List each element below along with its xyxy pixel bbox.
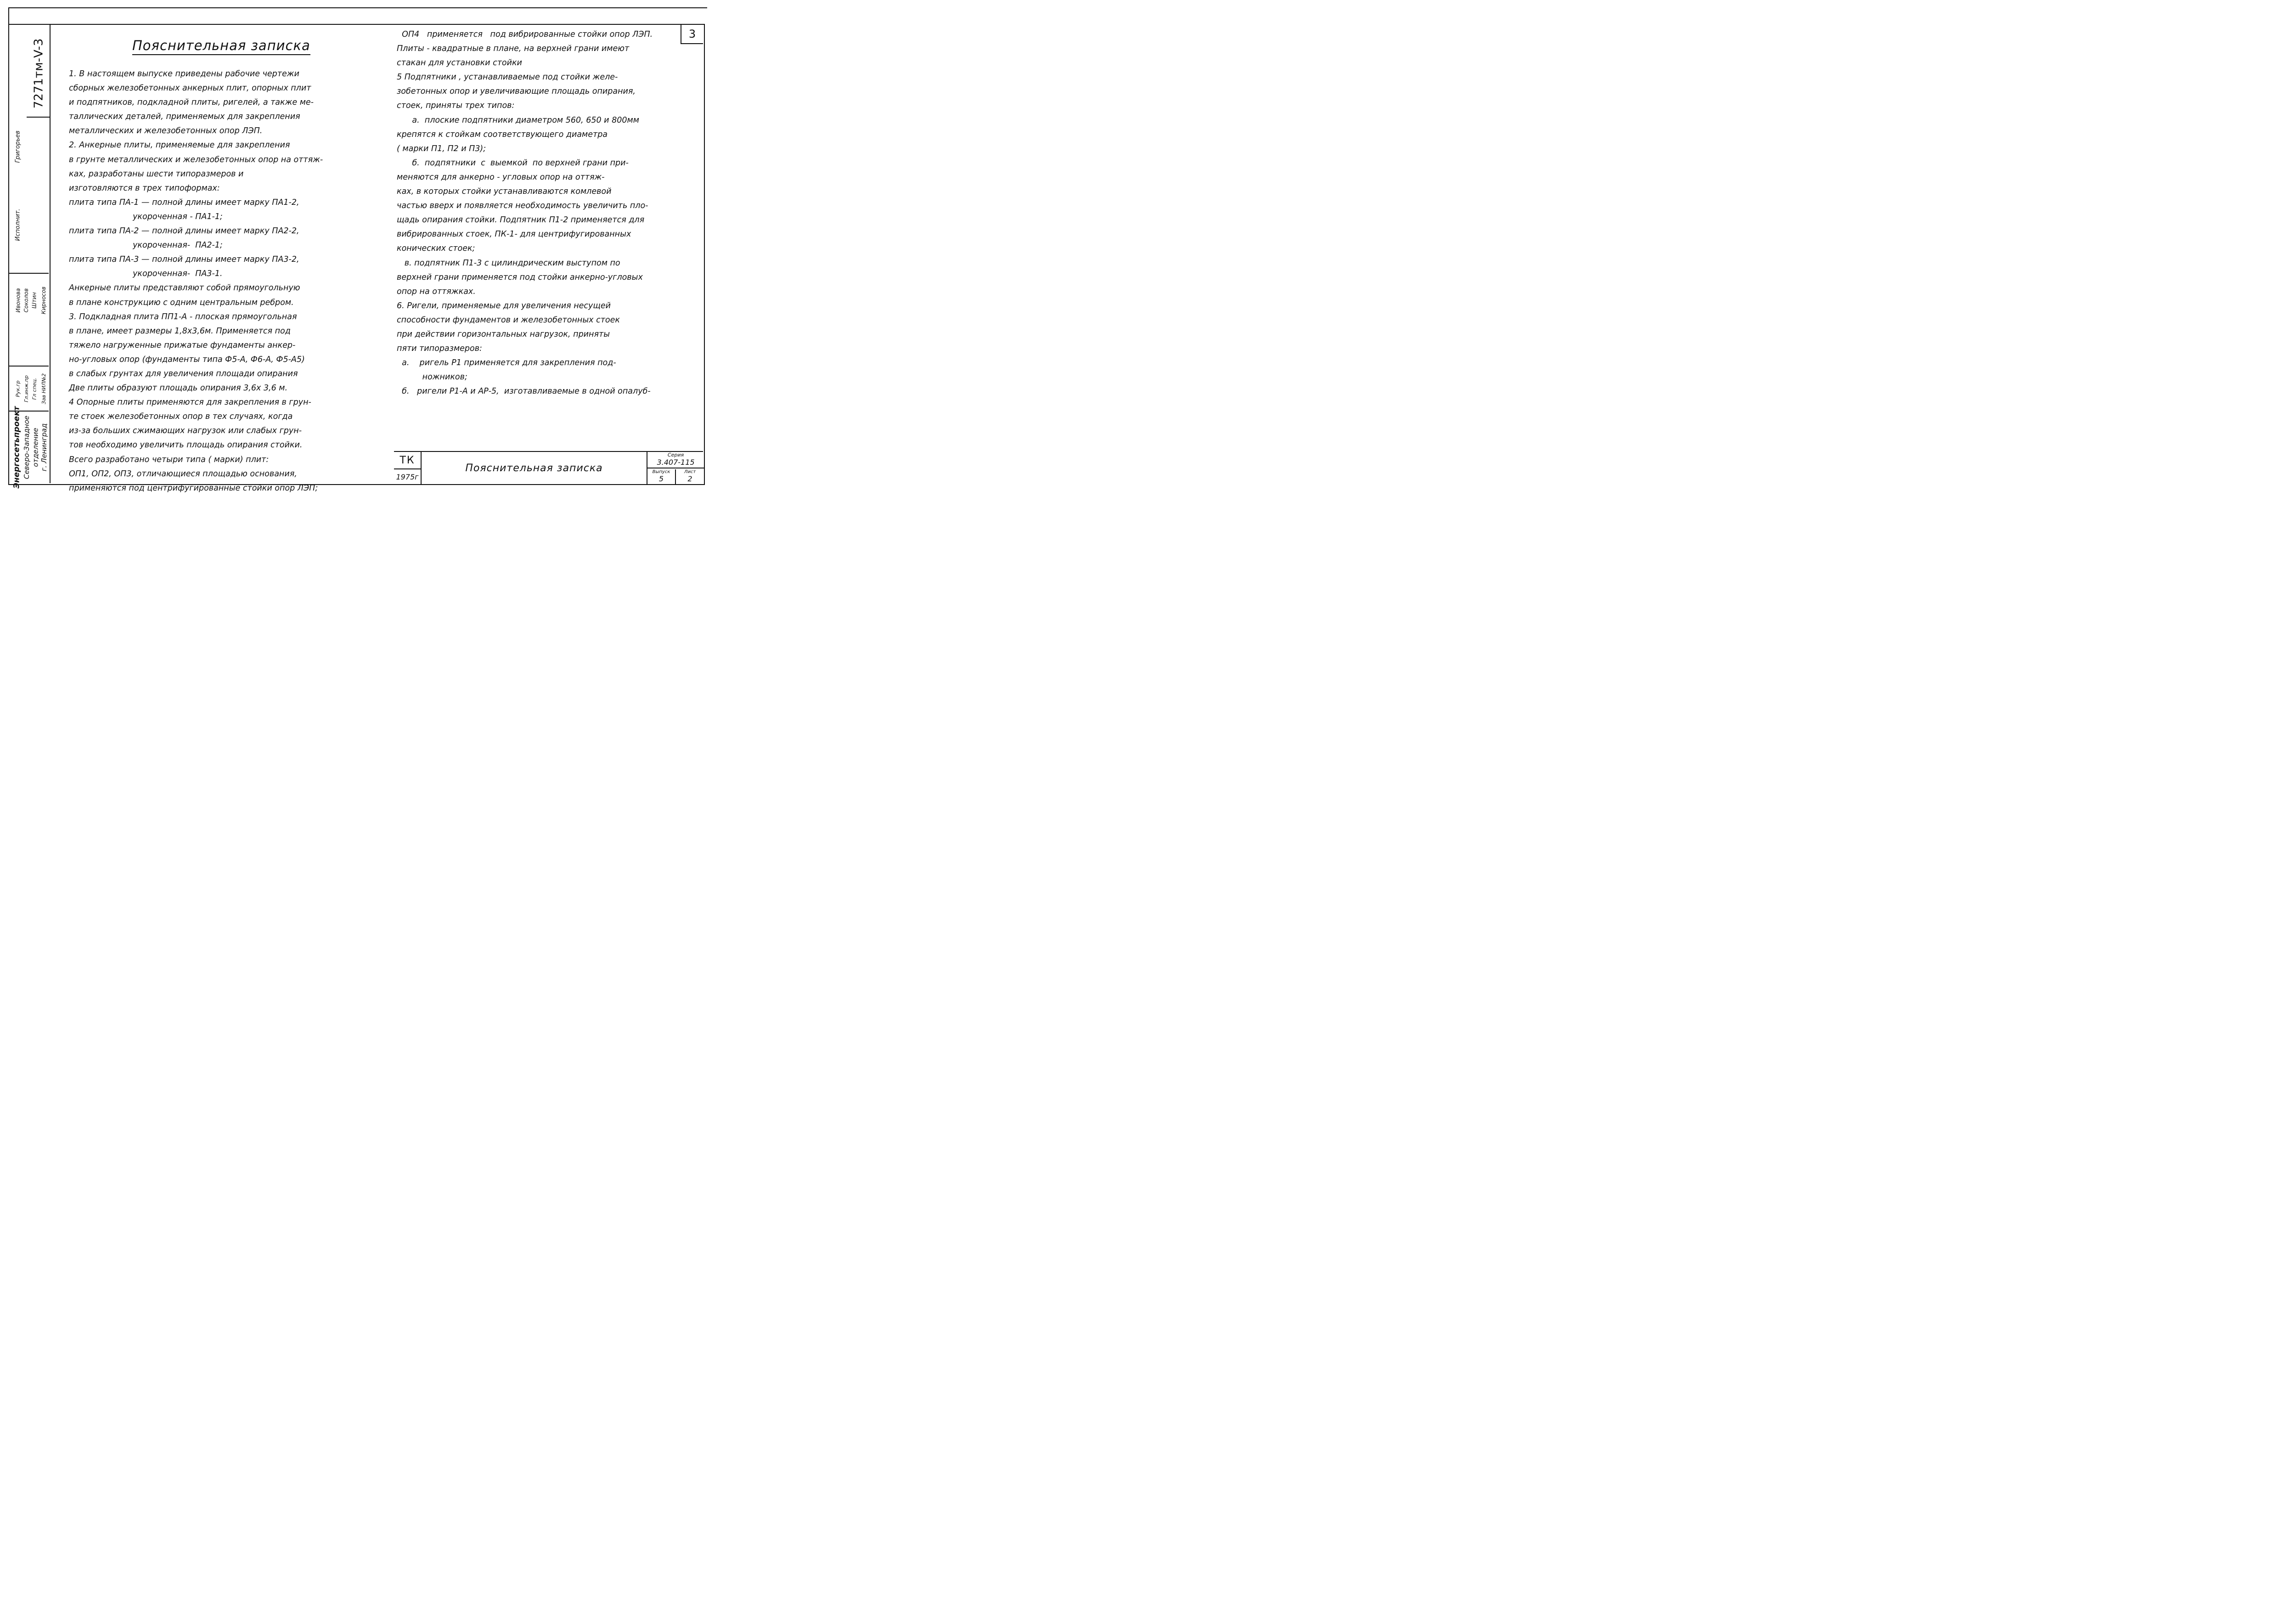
issue-cell xyxy=(647,469,676,484)
text-line: тяжело нагруженные прижатые фундаменты анкер- xyxy=(69,340,296,350)
stamp-divider xyxy=(9,273,49,274)
text-line: стоек, приняты трех типов: xyxy=(397,101,515,111)
text-line: в плане, имеет размеры 1,8х3,6м. Применяется под xyxy=(69,326,291,336)
names-cell-2 xyxy=(30,275,39,326)
title-block-series-cell xyxy=(647,452,704,484)
stamp-role-3: Гл.инж.пр xyxy=(23,375,29,402)
text-line: в плане конструкцию с одним центральным ребром. xyxy=(69,298,294,307)
text-line: 6. Ригели, применяемые для увеличения несущей xyxy=(397,301,611,310)
text-line: Анкерные плиты представляют собой прямоугольную xyxy=(69,283,300,293)
org-cell-2 xyxy=(22,413,31,482)
text-line: укороченная - ПА1-1; xyxy=(69,212,223,221)
text-line: стакан для установки стойки xyxy=(397,58,522,68)
role-cell-2 xyxy=(30,367,39,411)
text-line: из-за больших сжимающих нагрузок или слабых грун- xyxy=(69,426,302,436)
org-line-4: г. Ленинград xyxy=(40,423,49,472)
org-line-3: отделение xyxy=(32,428,40,467)
stamp-name-4: Ивонова xyxy=(15,288,22,313)
title-block-org-cell xyxy=(394,452,422,484)
executed-label-cell xyxy=(9,202,27,248)
text-line: металлических и железобетонных опор ЛЭП. xyxy=(69,126,263,136)
text-line: ОП1, ОП2, ОП3, отличающиеся площадью основания, xyxy=(69,469,297,479)
issue-label: Выпуск xyxy=(652,469,670,474)
title-block xyxy=(394,451,703,484)
text-line: ОП4 применяется под вибрированные стойки опор ЛЭП. xyxy=(397,30,653,39)
role-cell-3 xyxy=(22,367,30,411)
text-line: вибрированных стоек, ПК-1- для центрифугированных xyxy=(397,230,631,239)
stamp-role-1: Зав НИЛ№2 xyxy=(40,373,47,404)
stamp-divider xyxy=(27,117,50,118)
text-line: и подпятников, подкладной плиты, ригелей, а также ме- xyxy=(69,98,314,107)
stamp-role-4: Рук.гр xyxy=(15,380,21,397)
stamp-name-3: Соколов xyxy=(23,288,29,313)
text-line: крепятся к стойкам соответствующего диаметра xyxy=(397,130,608,139)
signer-executed: Григорьев xyxy=(14,130,22,163)
issue-value: 5 xyxy=(658,474,664,483)
text-line: но-угловых опор (фундаменты типа Ф5-А, Ф6-А, Ф5-А5) xyxy=(69,355,305,364)
doc-code: 7271тм-V-3 xyxy=(32,38,45,109)
text-line: плита типа ПА-2 — полной длины имеет марку ПА2-2, xyxy=(69,226,299,236)
text-line: пяти типоразмеров: xyxy=(397,344,482,354)
text-line: Всего разработано четыри типа ( марки) плит: xyxy=(69,455,269,464)
org-line-2: Северо-Западное xyxy=(23,415,31,479)
page-title: Пояснительная записка xyxy=(132,38,310,55)
text-line: способности фундаментов и железобетонных стоек xyxy=(397,315,620,325)
text-line: Две плиты образуют площадь опирания 3,6х 3,6 м. xyxy=(69,384,288,393)
title-block-title: Пояснительная записка xyxy=(465,462,603,474)
right-column xyxy=(397,28,700,399)
text-line: Плиты - квадратные в плане, на верхней грани имеют xyxy=(397,44,630,54)
series-label: Серия xyxy=(667,452,684,458)
executed-label: Исполнит. xyxy=(14,208,22,241)
text-line: в слабых грунтах для увеличения площади опирания xyxy=(69,369,298,378)
text-line: в грунте металлических и железобетонных опор на оттяж- xyxy=(69,155,323,164)
text-line: изготовляются в трех типоформах: xyxy=(69,183,220,193)
stamp-name-1: Кирносов xyxy=(40,286,47,315)
text-line: б. ригели Р1-А и АР-5, изготавливаемые в одной опалуб- xyxy=(397,387,651,396)
title-block-org: ТК xyxy=(394,452,421,469)
drawing-sheet xyxy=(0,0,715,500)
text-line: верхней грани применяется под стойки анкерно-угловых xyxy=(397,272,643,282)
text-line: 5 Подпятники , устанавливаемые под стойки желе- xyxy=(397,73,618,82)
outer-trim-line xyxy=(8,7,707,8)
text-line: 4 Опорные плиты применяются для закрепления в грун- xyxy=(69,398,311,407)
doc-code-cell xyxy=(28,28,50,118)
org-cell-4 xyxy=(39,413,49,482)
left-column xyxy=(69,67,390,496)
names-cell-4 xyxy=(14,275,22,326)
text-line: опор на оттяжках. xyxy=(397,287,476,296)
text-line: ( марки П1, П2 и П3); xyxy=(397,144,486,153)
text-line: таллических деталей, применяемых для закрепления xyxy=(69,112,300,122)
text-line: укороченная- ПА2-1; xyxy=(69,241,223,250)
text-line: конических стоек; xyxy=(397,244,475,254)
text-line: а. плоские подпятники диаметром 560, 650 и 800мм xyxy=(397,115,639,125)
text-line: меняются для анкерно - угловых опор на оттяж- xyxy=(397,172,605,182)
sheet-cell xyxy=(676,469,704,484)
role-cell-4 xyxy=(14,367,22,411)
text-line: 2. Анкерные плиты, применяемые для закрепления xyxy=(69,141,290,150)
sheet-value: 2 xyxy=(687,474,692,483)
text-line: те стоек железобетонных опор в тех случаях, когда xyxy=(69,412,293,422)
text-line: щадь опирания стойки. Подпятник П1-2 применяется для xyxy=(397,215,645,225)
stamp-divider xyxy=(9,366,49,367)
role-cell-1 xyxy=(39,367,49,411)
text-line: 3. Подкладная плита ПП1-А - плоская прямоугольная xyxy=(69,312,297,322)
text-line: укороченная- ПА3-1. xyxy=(69,269,223,279)
text-line: плита типа ПА-3 — полной длины имеет марку ПА3-2, xyxy=(69,255,299,265)
signer-cell xyxy=(9,119,27,174)
text-line: тов необходимо увеличить площадь опирания стойки. xyxy=(69,440,303,450)
text-line: 1. В настоящем выпуске приведены рабочие чертежи xyxy=(69,69,299,79)
org-cell-3 xyxy=(31,413,40,482)
sheet-number: 3 xyxy=(681,25,703,44)
text-line: в. подпятник П1-3 с цилиндрическим выступом по xyxy=(397,258,620,268)
org-cell-1 xyxy=(12,406,22,489)
text-line: ножников; xyxy=(397,372,467,382)
text-line: зобетонных опор и увеличивающие площадь опирания, xyxy=(397,87,636,96)
text-line: ках, разработаны шести типоразмеров и xyxy=(69,169,244,179)
text-line: сборных железобетонных анкерных плит, опорных плит xyxy=(69,84,311,93)
series-value: 3.407-115 xyxy=(647,458,704,468)
title-block-year: 1975г xyxy=(396,472,419,481)
org-name: Энергосетьпроект xyxy=(12,406,22,489)
stamp-strip xyxy=(9,25,51,489)
names-cell-1 xyxy=(39,275,49,326)
text-line: б. подпятники с выемкой по верхней грани при- xyxy=(397,158,629,168)
text-line: плита типа ПА-1 — полной длины имеет марку ПА1-2, xyxy=(69,197,299,207)
names-cell-3 xyxy=(22,275,30,326)
sheet-label: Лист xyxy=(684,469,696,474)
text-line: ках, в которых стойки устанавливаются комлевой xyxy=(397,187,612,197)
text-line: применяются под центрифугированные стойки опор ЛЭП; xyxy=(69,483,318,493)
text-line: частью вверх и появляется необходимость увеличить пло- xyxy=(397,201,648,211)
text-line: при действии горизонтальных нагрузок, приняты xyxy=(397,329,610,339)
stamp-role-2: Гл спец. xyxy=(31,378,38,400)
text-line: а. ригель Р1 применяется для закрепления под- xyxy=(397,358,616,368)
stamp-name-2: Штин xyxy=(31,292,38,309)
